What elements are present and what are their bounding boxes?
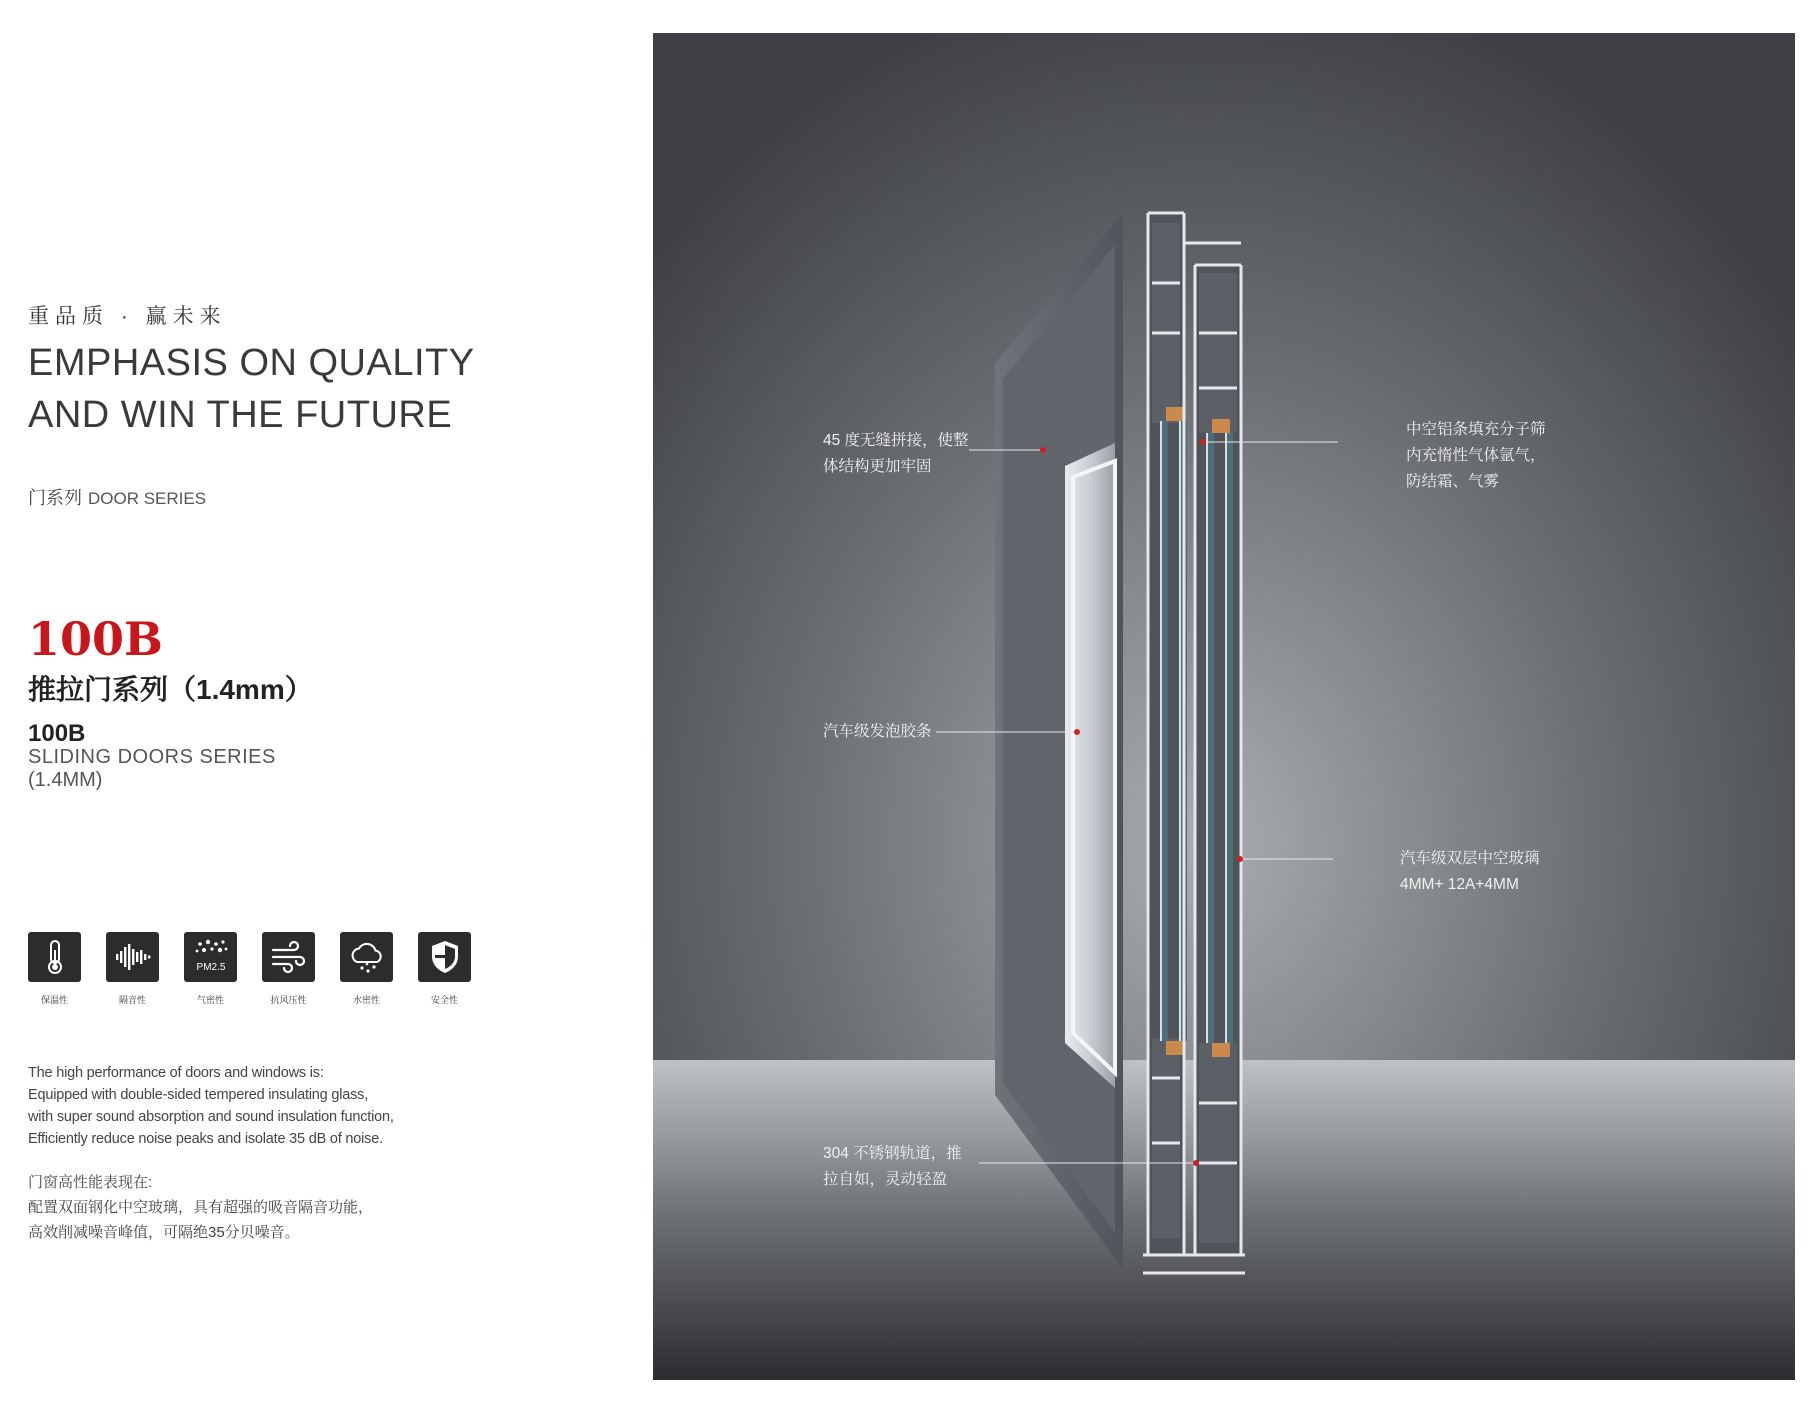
series-label-cn: 门系列: [28, 488, 82, 508]
feature-wind-pressure: [262, 932, 315, 1006]
feature-label: 保温性: [40, 995, 68, 1005]
callout-line: 中空铝条填充分子筛: [1406, 421, 1546, 438]
feature-soundproof: [106, 932, 159, 1006]
callout-line: 45 度无缝拼接，使整: [823, 432, 969, 449]
feature-label: 抗风压性: [270, 995, 307, 1005]
callout-line: 汽车级双层中空玻璃: [1400, 850, 1540, 867]
sound-wave-icon: [106, 932, 159, 982]
callout-line: 内充惰性气体氩气，: [1406, 447, 1546, 464]
callout-track: [823, 1141, 962, 1193]
description-cn-line: 高效削减噪音峰值，可隔绝35分贝噪音。: [28, 1224, 300, 1241]
description-en: [28, 1062, 394, 1150]
description-cn-line: 门窗高性能表现在:: [28, 1174, 153, 1191]
feature-label: 安全性: [430, 995, 458, 1005]
description-en-line: Efficiently reduce noise peaks and isolate 35 dB of noise.: [28, 1131, 383, 1147]
shield-icon: [418, 932, 471, 982]
callout-line: 拉自如，灵动轻盈: [823, 1171, 948, 1188]
feature-watertight: [340, 932, 393, 1006]
model-name-cn: 推拉门系列（1.4mm）: [28, 674, 313, 705]
feature-label: 隔音性: [118, 995, 146, 1005]
callout-line: 304 不锈钢轨道，推: [823, 1145, 962, 1162]
callout-seamless-joint: [823, 428, 969, 480]
feature-insulation: [28, 932, 81, 1006]
pm25-icon: [184, 932, 237, 982]
model-number: 100B: [28, 612, 163, 666]
callout-glass: [1400, 846, 1540, 898]
slogan-cn: 重品质 · 赢未来: [28, 305, 227, 328]
callout-gasket: [823, 719, 932, 745]
series-label-en: DOOR SERIES: [88, 489, 207, 508]
callout-line: 体结构更加牢固: [823, 458, 932, 475]
feature-safety: [418, 932, 471, 1006]
feature-label: 气密性: [196, 995, 224, 1005]
description-en-line: The high performance of doors and windows is:: [28, 1065, 324, 1081]
thermometer-icon: [28, 932, 81, 982]
headline-line-2: AND WIN THE FUTURE: [28, 394, 453, 436]
series-label: [28, 484, 206, 510]
callout-line: 4MM+ 12A+4MM: [1400, 876, 1519, 893]
headline-line-1: EMPHASIS ON QUALITY: [28, 342, 475, 384]
wind-icon: [262, 932, 315, 982]
model-series-en: SLIDING DOORS SERIES: [28, 746, 276, 768]
description-cn: [28, 1170, 373, 1245]
callout-line: 汽车级发泡胶条: [823, 723, 932, 740]
model-thickness-en: (1.4MM): [28, 769, 103, 791]
feature-label: 水密性: [352, 995, 380, 1005]
model-number-en: 100B: [28, 720, 86, 747]
feature-airtight: [184, 932, 237, 1006]
callout-spacer: [1406, 417, 1546, 495]
description-cn-line: 配置双面钢化中空玻璃，具有超强的吸音隔音功能，: [28, 1199, 374, 1216]
description-en-line: Equipped with double-sided tempered insulating glass,: [28, 1087, 369, 1103]
callout-line: 防结霜、气雾: [1406, 473, 1500, 490]
cloud-rain-icon: [340, 932, 393, 982]
feature-icons: [28, 932, 471, 1006]
description-en-line: with super sound absorption and sound insulation function,: [28, 1109, 394, 1125]
pm25-text: PM2.5: [196, 962, 225, 973]
